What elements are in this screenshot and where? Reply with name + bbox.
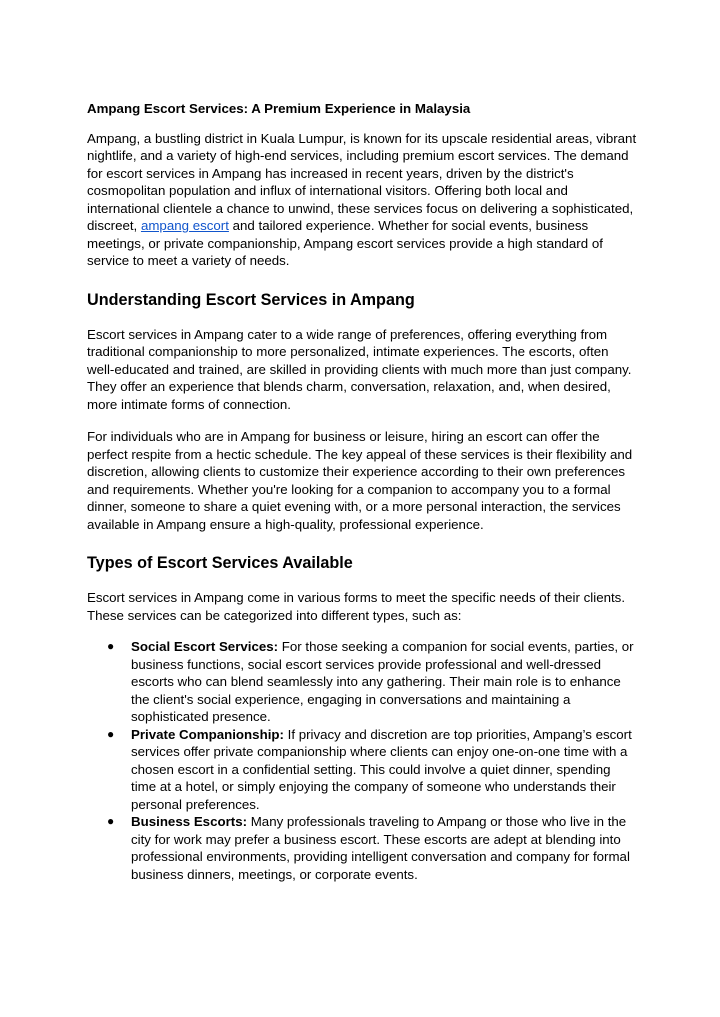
list-item-label: Social Escort Services: [131, 639, 279, 654]
ampang-escort-link[interactable]: ampang escort [140, 218, 229, 233]
list-item-text: For those seeking a companion for social events, parties, or business functions, social escort services provide professional and well-dressed escorts who can blend seamlessly into any gathering. Their main role is to enhance the client's social experience, engaging in conversations and maintaining a sophisticated presence. [131, 639, 634, 724]
bullet-icon: ● [107, 814, 115, 828]
section2-paragraph-1: Escort services in Ampang come in various forms to meet the specific needs of their clients. These services can be categorized into different types, such as: [87, 590, 626, 623]
section-heading-understanding: Understanding Escort Services in Ampang [87, 290, 415, 309]
bullet-icon: ● [107, 639, 115, 653]
list-item-label: Business Escorts: [131, 814, 248, 829]
document-title: Ampang Escort Services: A Premium Experience in Malaysia [87, 101, 471, 116]
intro-text-after-link: and tailored experience. Whether for social events, business meetings, or private companionship, Ampang escort services provide a high standard of service to meet a variety of needs. [87, 218, 603, 268]
list-item-text: Many professionals traveling to Ampang or those who live in the city for work may prefer a business escort. These escorts are adept at blending into professional environments, providing intelligent conversation and company for formal business dinners, meetings, or corporate events. [131, 814, 630, 882]
section1-paragraph-1: Escort services in Ampang cater to a wide range of preferences, offering everything from traditional companionship to more personalized, intimate experiences. The escorts, often well-educated and trained, are skilled in providing clients with much more than just company. They offer an experience that blends charm, conversation, relaxation, and, when desired, more intimate forms of connection. [87, 326, 632, 412]
list-item [87, 726, 639, 814]
section-heading-types: Types of Escort Services Available [87, 554, 353, 572]
intro-text-before-link: Ampang, a bustling district in Kuala Lumpur, is known for its upscale residential areas, vibrant nightlife, and a variety of high-end services, including premium escort services. The demand for escort services in Ampang has increased in recent years, driven by the district's cosmopolitan population and influx of international visitors. Offering both local and international clientele a chance to unwind, these services focus on delivering a sophisticated, discreet, [87, 130, 637, 233]
service-types-list [87, 638, 639, 883]
list-item [87, 813, 639, 883]
list-item-label: Private Companionship: [131, 726, 284, 742]
section1-paragraph-2: For individuals who are in Ampang for business or leisure, hiring an escort can offer the perfect respite from a hectic schedule. The key appeal of these services is their flexibility and discretion, allowing clients to customize their experience according to their own preferences and requirements. Whether you're looking for a companion to accompany you to a formal dinner, someone to share a quiet evening with, or a more personal interaction, the services available in Ampang ensure a high-quality, professional experience. [87, 429, 633, 532]
intro-paragraph [87, 130, 639, 270]
list-item [87, 638, 639, 726]
bullet-icon: ● [107, 726, 115, 741]
list-item-text: If privacy and discretion are top priorities, Ampang’s escort services offer private companionship where clients can enjoy one-on-one time with a chosen escort in a confidential setting. This could involve a quiet dinner, spending time at a hotel, or simply enjoying the company of someone who understands their personal preferences. [131, 726, 632, 812]
document-page [87, 100, 639, 883]
